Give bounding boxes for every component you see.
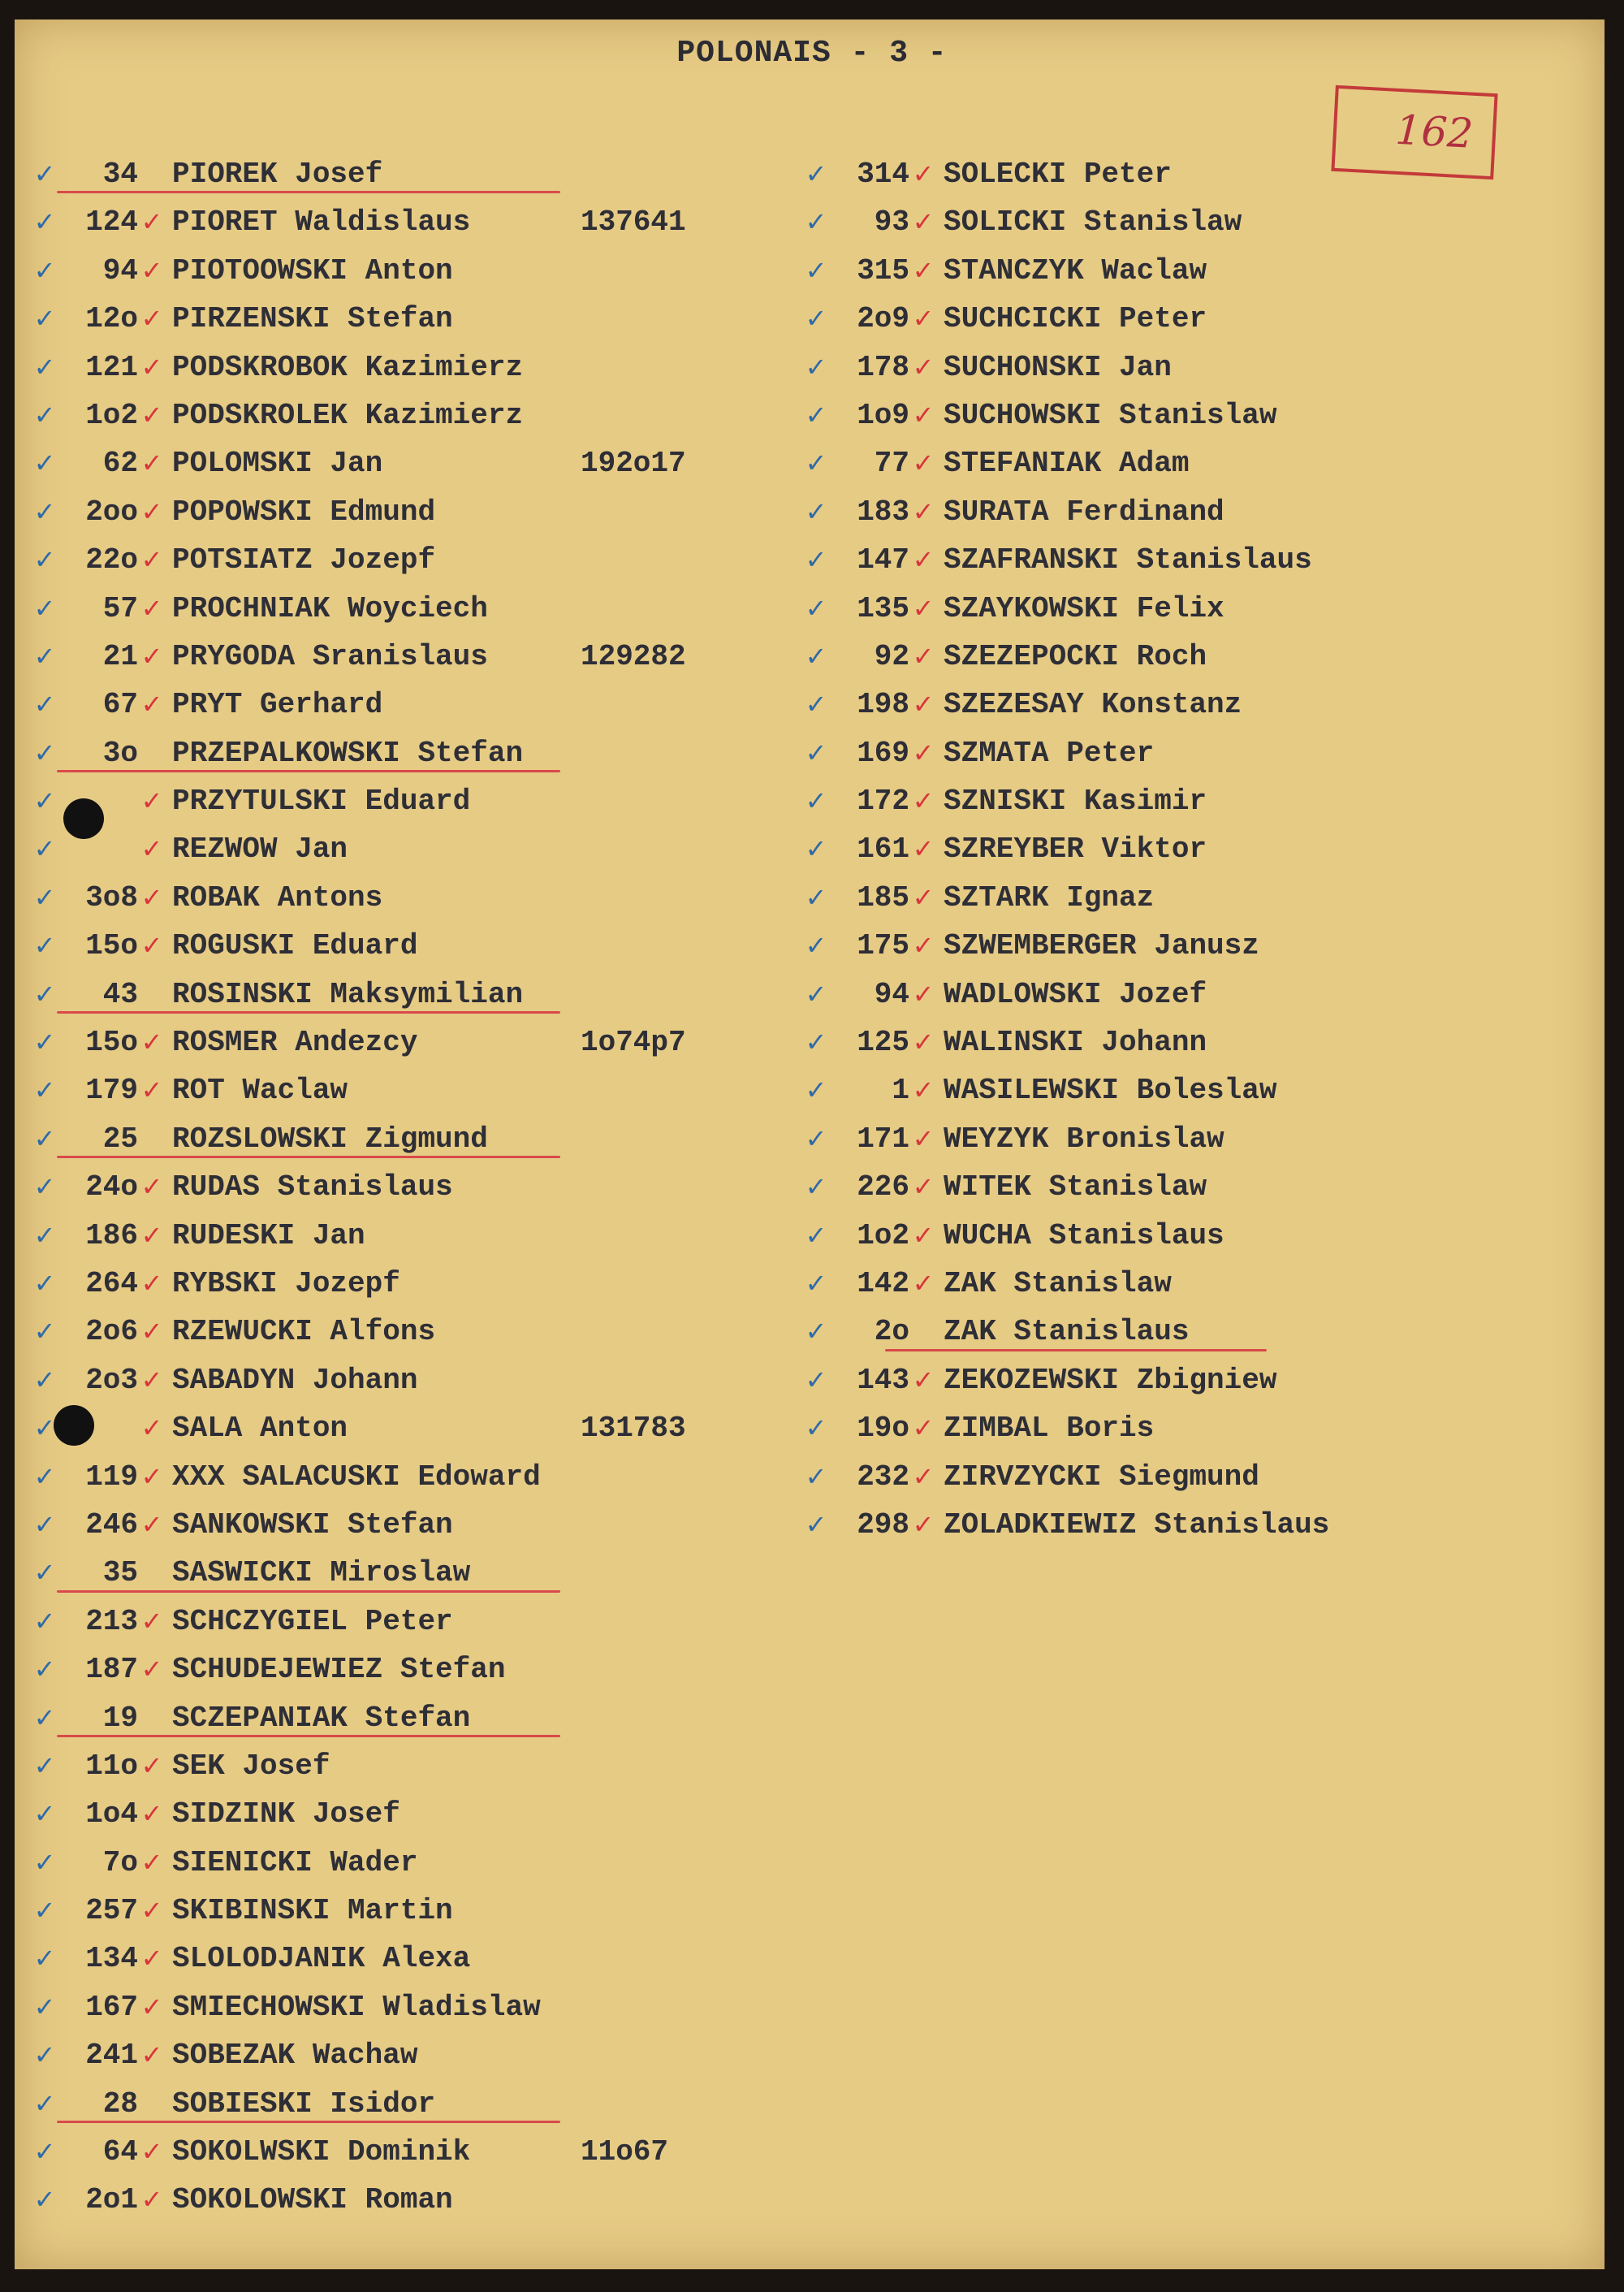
red-check-mark-icon: ✓ — [140, 833, 163, 865]
person-name: SZTARK Ignaz — [944, 880, 1155, 915]
red-check-mark-icon: ✓ — [912, 689, 935, 720]
entry-number: 161 — [857, 832, 909, 867]
check-mark-icon: ✓ — [805, 881, 827, 913]
check-mark-icon: ✓ — [33, 1508, 56, 1540]
check-mark-icon: ✓ — [33, 1075, 56, 1106]
check-mark-icon: ✓ — [33, 978, 56, 1010]
red-check-mark-icon: ✓ — [140, 1991, 163, 2022]
red-check-mark-icon: ✓ — [140, 640, 163, 672]
red-check-mark-icon: ✓ — [140, 881, 163, 913]
person-name: WASILEWSKI Boleslaw — [944, 1074, 1277, 1108]
check-mark-icon: ✓ — [33, 303, 56, 335]
person-name: POTSIATZ Jozepf — [172, 543, 436, 577]
check-mark-icon: ✓ — [805, 351, 827, 383]
entry-number: 169 — [857, 736, 909, 770]
page-number-stamp — [1331, 85, 1497, 179]
person-name: PIOTOOWSKI Anton — [172, 253, 453, 288]
red-check-mark-icon: ✓ — [140, 689, 163, 720]
entry-number: 314 — [857, 158, 909, 191]
entry-number: 3o8 — [85, 880, 138, 915]
entry-number: 257 — [85, 1894, 138, 1928]
red-check-mark-icon: ✓ — [912, 1171, 935, 1203]
person-name: ZEKOZEWSKI Zbigniew — [944, 1363, 1277, 1397]
person-name: ZAK Stanislaus — [944, 1315, 1190, 1349]
red-check-mark-icon: ✓ — [912, 495, 935, 527]
check-mark-icon: ✓ — [33, 1316, 56, 1347]
red-check-mark-icon: ✓ — [912, 448, 935, 479]
check-mark-icon: ✓ — [805, 448, 827, 479]
person-name: SOKOLOWSKI Roman — [172, 2183, 453, 2217]
red-check-mark-icon: ✓ — [140, 1027, 163, 1058]
entry-number: 2o9 — [857, 302, 909, 336]
red-check-mark-icon: ✓ — [140, 1075, 163, 1106]
entry-number: 24o — [85, 1170, 138, 1204]
person-name: WADLOWSKI Jozef — [944, 977, 1207, 1011]
person-name: ZIMBAL Boris — [944, 1412, 1155, 1446]
person-name: WALINSKI Johann — [944, 1026, 1207, 1060]
person-name: SZEZESAY Konstanz — [944, 688, 1242, 722]
check-mark-icon: ✓ — [805, 1412, 827, 1444]
entry-number: 28 — [102, 2087, 138, 2121]
check-mark-icon: ✓ — [805, 978, 827, 1010]
red-check-mark-icon: ✓ — [912, 1412, 935, 1444]
person-name: ZAK Stanislaw — [944, 1266, 1172, 1300]
red-check-mark-icon: ✓ — [912, 978, 935, 1010]
entry-number: 2o1 — [85, 2183, 138, 2217]
entry-number: 35 — [102, 1556, 138, 1590]
check-mark-icon: ✓ — [805, 1075, 827, 1106]
red-check-mark-icon: ✓ — [140, 1364, 163, 1395]
entry-number: 15o — [85, 929, 138, 963]
check-mark-icon: ✓ — [33, 254, 56, 286]
person-name: ROT Waclaw — [172, 1074, 348, 1108]
punch-hole — [54, 1405, 94, 1446]
check-mark-icon: ✓ — [33, 689, 56, 720]
check-mark-icon: ✓ — [805, 785, 827, 817]
person-name: SZMATA Peter — [944, 736, 1155, 770]
check-mark-icon: ✓ — [805, 689, 827, 720]
person-name: WEYZYK Bronislaw — [944, 1122, 1224, 1156]
red-check-mark-icon: ✓ — [140, 785, 163, 817]
check-mark-icon: ✓ — [33, 495, 56, 527]
check-mark-icon: ✓ — [805, 1460, 827, 1492]
person-name: SCHCZYGIEL Peter — [172, 1604, 453, 1638]
person-name: SCHUDEJEWIEZ Stefan — [172, 1653, 506, 1687]
person-name: ZOLADKIEWIZ Stanislaus — [944, 1507, 1330, 1542]
red-check-mark-icon: ✓ — [140, 351, 163, 383]
person-name: SUCHCICKI Peter — [944, 302, 1207, 336]
red-check-mark-icon: ✓ — [140, 399, 163, 430]
person-name: SMIECHOWSKI Wladislaw — [172, 1990, 541, 2024]
person-name: SUCHONSKI Jan — [944, 350, 1172, 384]
red-check-mark-icon: ✓ — [912, 592, 935, 624]
entry-number: 1o2 — [857, 1218, 909, 1252]
entry-number: 64 — [102, 2135, 138, 2169]
person-name: ROZSLOWSKI Zigmund — [172, 1122, 488, 1156]
registration-code: 137641 — [581, 205, 686, 240]
red-check-mark-icon: ✓ — [912, 833, 935, 865]
red-check-mark-icon: ✓ — [912, 930, 935, 962]
red-underline — [57, 1735, 560, 1737]
red-check-mark-icon: ✓ — [140, 2184, 163, 2216]
entry-number: 298 — [857, 1507, 909, 1542]
entry-number: 34 — [102, 158, 138, 191]
check-mark-icon: ✓ — [33, 640, 56, 672]
check-mark-icon: ✓ — [805, 1027, 827, 1058]
check-mark-icon: ✓ — [33, 1557, 56, 1589]
red-check-mark-icon: ✓ — [140, 1749, 163, 1781]
check-mark-icon: ✓ — [33, 351, 56, 383]
check-mark-icon: ✓ — [33, 1460, 56, 1492]
entry-number: 315 — [857, 253, 909, 288]
check-mark-icon: ✓ — [33, 158, 56, 189]
check-mark-icon: ✓ — [805, 1171, 827, 1203]
entry-number: 135 — [857, 591, 909, 625]
entry-number: 57 — [102, 591, 138, 625]
entry-number: 142 — [857, 1266, 909, 1300]
red-check-mark-icon: ✓ — [912, 1122, 935, 1154]
red-check-mark-icon: ✓ — [912, 1075, 935, 1106]
person-name: SASWICKI Miroslaw — [172, 1556, 471, 1590]
person-name: XXX SALACUSKI Edoward — [172, 1460, 541, 1494]
page-title: POLONAIS - 3 - — [676, 36, 948, 71]
red-check-mark-icon: ✓ — [140, 1508, 163, 1540]
entry-number: 2oo — [85, 495, 138, 529]
red-check-mark-icon: ✓ — [140, 930, 163, 962]
entry-number: 241 — [85, 2039, 138, 2073]
person-name: SOBEZAK Wachaw — [172, 2039, 418, 2073]
entry-number: 264 — [85, 1266, 138, 1300]
check-mark-icon: ✓ — [33, 1027, 56, 1058]
person-name: SURATA Ferdinand — [944, 495, 1224, 529]
check-mark-icon: ✓ — [805, 737, 827, 768]
entry-number: 121 — [85, 350, 138, 384]
entry-number: 232 — [857, 1460, 909, 1494]
registration-code: 129282 — [581, 639, 686, 673]
red-check-mark-icon: ✓ — [912, 254, 935, 286]
person-name: SOBIESKI Isidor — [172, 2087, 436, 2121]
person-name: PRYGODA Sranislaus — [172, 639, 488, 673]
red-check-mark-icon: ✓ — [912, 640, 935, 672]
entry-number: 175 — [857, 929, 909, 963]
red-check-mark-icon: ✓ — [912, 399, 935, 430]
entry-number: 93 — [874, 205, 909, 240]
entry-number: 143 — [857, 1363, 909, 1397]
check-mark-icon: ✓ — [805, 640, 827, 672]
check-mark-icon: ✓ — [33, 930, 56, 962]
person-name: SALA Anton — [172, 1412, 348, 1446]
person-name: PIRZENSKI Stefan — [172, 302, 453, 336]
check-mark-icon: ✓ — [805, 1267, 827, 1299]
entry-number: 11o — [85, 1749, 138, 1783]
check-mark-icon: ✓ — [805, 592, 827, 624]
entry-number: 134 — [85, 1942, 138, 1976]
person-name: ROBAK Antons — [172, 880, 383, 915]
red-check-mark-icon: ✓ — [140, 448, 163, 479]
check-mark-icon: ✓ — [33, 1895, 56, 1927]
red-check-mark-icon: ✓ — [140, 1798, 163, 1830]
check-mark-icon: ✓ — [33, 881, 56, 913]
check-mark-icon: ✓ — [805, 1219, 827, 1251]
person-name: SIENICKI Wader — [172, 1845, 418, 1879]
entry-number: 179 — [85, 1074, 138, 1108]
red-check-mark-icon: ✓ — [912, 1364, 935, 1395]
check-mark-icon: ✓ — [805, 1316, 827, 1347]
person-name: RUDAS Stanislaus — [172, 1170, 453, 1204]
check-mark-icon: ✓ — [805, 1364, 827, 1395]
red-check-mark-icon: ✓ — [140, 1316, 163, 1347]
check-mark-icon: ✓ — [33, 1702, 56, 1733]
red-check-mark-icon: ✓ — [140, 1943, 163, 1974]
entry-number: 119 — [85, 1460, 138, 1494]
entry-number: 22o — [85, 543, 138, 577]
person-name: SABADYN Johann — [172, 1363, 418, 1397]
entry-number: 167 — [85, 1990, 138, 2024]
entry-number: 19o — [857, 1412, 909, 1446]
entry-number: 147 — [857, 543, 909, 577]
person-name: RUDESKI Jan — [172, 1218, 365, 1252]
entry-number: 1o2 — [85, 398, 138, 432]
red-check-mark-icon: ✓ — [140, 254, 163, 286]
entry-number: 77 — [874, 447, 909, 481]
entry-number: 226 — [857, 1170, 909, 1204]
person-name: SZAYKOWSKI Felix — [944, 591, 1224, 625]
person-name: SKIBINSKI Martin — [172, 1894, 453, 1928]
registration-code: 11o67 — [581, 2135, 669, 2169]
check-mark-icon: ✓ — [805, 930, 827, 962]
entry-number: 1o9 — [857, 398, 909, 432]
person-name: SOKOLWSKI Dominik — [172, 2135, 471, 2169]
red-underline — [57, 191, 560, 193]
red-check-mark-icon: ✓ — [140, 2136, 163, 2168]
red-check-mark-icon: ✓ — [140, 1605, 163, 1637]
check-mark-icon: ✓ — [805, 495, 827, 527]
red-underline — [57, 770, 560, 772]
red-check-mark-icon: ✓ — [912, 158, 935, 189]
check-mark-icon: ✓ — [33, 1364, 56, 1395]
punch-hole — [63, 798, 104, 839]
person-name: POLOMSKI Jan — [172, 447, 383, 481]
entry-number: 183 — [857, 495, 909, 529]
person-name: PRYT Gerhard — [172, 688, 383, 722]
entry-number: 171 — [857, 1122, 909, 1156]
entry-number: 12o — [85, 302, 138, 336]
person-name: PRZEPALKOWSKI Stefan — [172, 736, 524, 770]
red-check-mark-icon: ✓ — [140, 544, 163, 576]
red-check-mark-icon: ✓ — [140, 1460, 163, 1492]
red-check-mark-icon: ✓ — [912, 785, 935, 817]
red-check-mark-icon: ✓ — [912, 303, 935, 335]
check-mark-icon: ✓ — [33, 1122, 56, 1154]
check-mark-icon: ✓ — [805, 254, 827, 286]
red-check-mark-icon: ✓ — [912, 351, 935, 383]
red-underline — [57, 1156, 560, 1158]
entry-number: 213 — [85, 1604, 138, 1638]
check-mark-icon: ✓ — [33, 1219, 56, 1251]
registration-code: 1o74p7 — [581, 1026, 686, 1060]
red-check-mark-icon: ✓ — [140, 1171, 163, 1203]
check-mark-icon: ✓ — [33, 1267, 56, 1299]
entry-number: 15o — [85, 1026, 138, 1060]
entry-number: 43 — [102, 977, 138, 1011]
red-check-mark-icon: ✓ — [912, 737, 935, 768]
person-name: SCZEPANIAK Stefan — [172, 1701, 471, 1735]
entry-number: 187 — [85, 1653, 138, 1687]
person-name: SOLECKI Peter — [944, 158, 1172, 191]
person-name: WITEK Stanislaw — [944, 1170, 1207, 1204]
entry-number: 124 — [85, 205, 138, 240]
red-check-mark-icon: ✓ — [912, 881, 935, 913]
person-name: RYBSKI Jozepf — [172, 1266, 400, 1300]
person-name: SZREYBER Viktor — [944, 832, 1207, 867]
person-name: SOLICKI Stanislaw — [944, 205, 1242, 240]
entry-number: 125 — [857, 1026, 909, 1060]
entry-number: 198 — [857, 688, 909, 722]
person-name: PODSKROBOK Kazimierz — [172, 350, 524, 384]
check-mark-icon: ✓ — [805, 399, 827, 430]
red-check-mark-icon: ✓ — [140, 303, 163, 335]
red-check-mark-icon: ✓ — [912, 1508, 935, 1540]
person-name: SZWEMBERGER Janusz — [944, 929, 1259, 963]
person-name: ROSINSKI Maksymilian — [172, 977, 524, 1011]
entry-number: 1 — [892, 1074, 909, 1108]
check-mark-icon: ✓ — [33, 1171, 56, 1203]
check-mark-icon: ✓ — [33, 2184, 56, 2216]
check-mark-icon: ✓ — [33, 1412, 56, 1444]
entry-number: 2o6 — [85, 1315, 138, 1349]
person-name: POPOWSKI Edmund — [172, 495, 436, 529]
check-mark-icon: ✓ — [33, 833, 56, 865]
entry-number: 62 — [102, 447, 138, 481]
entry-number: 1o4 — [85, 1797, 138, 1831]
red-check-mark-icon: ✓ — [140, 592, 163, 624]
check-mark-icon: ✓ — [33, 2087, 56, 2119]
entry-number: 7o — [102, 1845, 138, 1879]
check-mark-icon: ✓ — [33, 1605, 56, 1637]
person-name: REZWOW Jan — [172, 832, 348, 867]
check-mark-icon: ✓ — [33, 1846, 56, 1878]
check-mark-icon: ✓ — [33, 206, 56, 238]
person-name: STANCZYK Waclaw — [944, 253, 1207, 288]
check-mark-icon: ✓ — [33, 1654, 56, 1685]
person-name: SZAFRANSKI Stanislaus — [944, 543, 1312, 577]
red-check-mark-icon: ✓ — [140, 1895, 163, 1927]
red-check-mark-icon: ✓ — [912, 1219, 935, 1251]
red-check-mark-icon: ✓ — [912, 1460, 935, 1492]
person-name: SUCHOWSKI Stanislaw — [944, 398, 1277, 432]
person-name: WUCHA Stanislaus — [944, 1218, 1224, 1252]
check-mark-icon: ✓ — [33, 1991, 56, 2022]
entry-number: 172 — [857, 785, 909, 819]
check-mark-icon: ✓ — [33, 737, 56, 768]
check-mark-icon: ✓ — [33, 2136, 56, 2168]
check-mark-icon: ✓ — [33, 1798, 56, 1830]
check-mark-icon: ✓ — [33, 1943, 56, 1974]
red-underline — [57, 1011, 560, 1014]
check-mark-icon: ✓ — [33, 2039, 56, 2071]
entry-number: 186 — [85, 1218, 138, 1252]
check-mark-icon: ✓ — [805, 303, 827, 335]
person-name: PIORET Waldislaus — [172, 205, 471, 240]
check-mark-icon: ✓ — [805, 833, 827, 865]
red-check-mark-icon: ✓ — [912, 1027, 935, 1058]
check-mark-icon: ✓ — [805, 1122, 827, 1154]
person-name: STEFANIAK Adam — [944, 447, 1190, 481]
check-mark-icon: ✓ — [805, 158, 827, 189]
person-name: SZEZEPOCKI Roch — [944, 639, 1207, 673]
red-check-mark-icon: ✓ — [140, 2039, 163, 2071]
red-check-mark-icon: ✓ — [140, 1846, 163, 1878]
entry-number: 246 — [85, 1507, 138, 1542]
person-name: ZIRVZYCKI Siegmund — [944, 1460, 1259, 1494]
red-check-mark-icon: ✓ — [140, 206, 163, 238]
person-name: PRZYTULSKI Eduard — [172, 785, 471, 819]
entry-number: 25 — [102, 1122, 138, 1156]
person-name: RZEWUCKI Alfons — [172, 1315, 436, 1349]
person-name: SIDZINK Josef — [172, 1797, 400, 1831]
person-name: PODSKROLEK Kazimierz — [172, 398, 524, 432]
red-check-mark-icon: ✓ — [912, 544, 935, 576]
red-check-mark-icon: ✓ — [140, 495, 163, 527]
check-mark-icon: ✓ — [805, 1508, 827, 1540]
registration-code: 192o17 — [581, 447, 686, 481]
red-check-mark-icon: ✓ — [140, 1654, 163, 1685]
person-name: SANKOWSKI Stefan — [172, 1507, 453, 1542]
red-check-mark-icon: ✓ — [140, 1219, 163, 1251]
red-check-mark-icon: ✓ — [140, 1412, 163, 1444]
check-mark-icon: ✓ — [33, 448, 56, 479]
check-mark-icon: ✓ — [33, 1749, 56, 1781]
red-check-mark-icon: ✓ — [140, 1267, 163, 1299]
red-check-mark-icon: ✓ — [912, 206, 935, 238]
person-name: SLOLODJANIK Alexa — [172, 1942, 471, 1976]
entry-number: 3o — [102, 736, 138, 770]
person-name: PROCHNIAK Woyciech — [172, 591, 488, 625]
person-name: ROSMER Andezcy — [172, 1026, 418, 1060]
red-underline — [57, 1590, 560, 1593]
entry-number: 185 — [857, 880, 909, 915]
entry-number: 21 — [102, 639, 138, 673]
registration-code: 131783 — [581, 1412, 686, 1446]
entry-number: 94 — [102, 253, 138, 288]
person-name: ROGUSKI Eduard — [172, 929, 418, 963]
check-mark-icon: ✓ — [805, 544, 827, 576]
red-underline — [57, 2121, 560, 2123]
check-mark-icon: ✓ — [33, 544, 56, 576]
entry-number: 67 — [102, 688, 138, 722]
person-name: SZNISKI Kasimir — [944, 785, 1207, 819]
entry-number: 178 — [857, 350, 909, 384]
check-mark-icon: ✓ — [33, 785, 56, 817]
stamp-number: 162 — [1394, 106, 1475, 158]
red-underline — [885, 1349, 1267, 1351]
entry-number: 2o — [874, 1315, 909, 1349]
entry-number: 2o3 — [85, 1363, 138, 1397]
check-mark-icon: ✓ — [805, 206, 827, 238]
person-name: SEK Josef — [172, 1749, 330, 1783]
red-check-mark-icon: ✓ — [912, 1267, 935, 1299]
person-name: PIOREK Josef — [172, 158, 383, 191]
check-mark-icon: ✓ — [33, 592, 56, 624]
check-mark-icon: ✓ — [33, 399, 56, 430]
entry-number: 94 — [874, 977, 909, 1011]
entry-number: 92 — [874, 639, 909, 673]
entry-number: 19 — [102, 1701, 138, 1735]
